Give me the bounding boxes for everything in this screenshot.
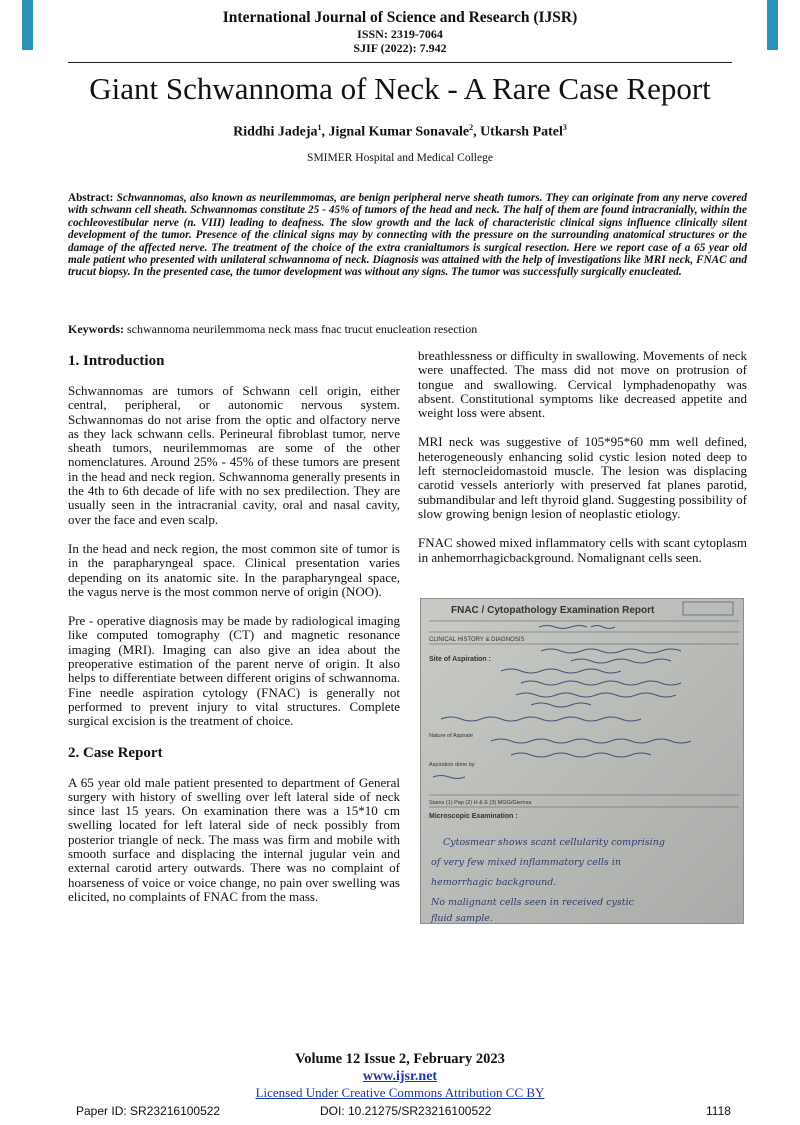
author-name: Riddhi Jadeja [233,124,318,140]
author-separator: , [321,124,329,140]
affiliation: SMIMER Hospital and Medical College [307,152,493,164]
introduction-paragraph: Schwannomas are tumors of Schwann cell origin, either central, peripheral, or autonomic nervous system. Schwannomas do not arise from the optic and olfactory nerve as they lack schwann cells. Perineural fibroblast tumor, nerve sheath tumors, neurilemmomas are some of the other nomenclatures. Around 25% - 45% of these tumors are present in the head and neck region. Schwannoma generally presents in the 4th to 6th decade of life with no sex predilection. They are usually seen in the intracranial cavity, oral and nasal cavity, over the face and even scalp. [68,383,400,527]
author-affiliation-mark: 1 [317,123,322,132]
journal-header [0,9,800,55]
license-link[interactable]: Licensed Under Creative Commons Attribution CC BY [255,1085,545,1100]
paper-title: Giant Schwannoma of Neck - A Rare Case Report [89,71,711,106]
introduction-paragraph: In the head and neck region, the most common site of tumor is in the parapharyngeal space. Clinical presentation varies depending on its anatomic site. In the parapharyngeal space, the vagus nerve is the most common nerve of origin (NOO). [68,540,400,599]
keywords-label: Keywords: [68,322,124,336]
volume-issue: Volume 12 Issue 2, February 2023 [295,1051,505,1067]
journal-name: International Journal of Science and Research (IJSR) [222,9,578,26]
case-report-paragraph: A 65 year old male patient presented to department of General surgery with history of swelling over left lateral side of neck since last 15 years. On examination there was a 15*10 cm swelling located for left lateral side of neck possibly from posterior triangle of neck. The mass was firm and mobile with smooth surface and displacing the internal jugular vein and external carotid artery outwards. There was no complaint of hoarseness of voice or voice change, no pain over swelling was elicited, no complaints of FNAC from the mass. [68,774,400,904]
report-heading: FNAC / Cytopathology Examination Report [451,605,655,616]
keywords-text: schwannoma neurilemmoma neck mass fnac trucut enucleation resection [127,322,478,336]
stains-label: Stains (1) Pap (2) H & E (3) MGG/Giemsa [429,800,532,806]
nature-label: Nature of Aspirate [429,733,474,739]
abstract-text: Schwannomas, also known as neurilemmomas, are benign peripheral nerve sheath tumors. They can originate from any nerve covered with schwann cell sheath. Schwannomas constitute 25 - 45% of tumors of the head and neck. The half of them are found intracranially, within the cochleovestibular nerve (n. VIII) leading to deafness. The slow growth and the lack of characteristic clinical signs influence clinically silent development of the tumor. Presence of the clinical signs may by connecting with the pressure on the surrounding anatomical structures or the damage of the affected nerve. The treatment of the choice of the extra cranialtumors is surgical resection. Here we report case of a 65 year old male patient who presented with unilateral schwannoma of neck. Diagnosis was attained with the help of investigations like MRI neck, FNAC and trucut biopsy. In the presented case, the tumor development was without any signs. The tumor was successfully surgically enucleated. [68,192,747,279]
author-list [0,119,800,142]
left-column [68,352,400,919]
header-divider [68,62,732,63]
case-report-paragraph: breathlessness or difficulty in swallowing. Movements of neck were unaffected. The mass did not move on protrusion of tongue and swallowing. Cervical lymphadenopathy was absent. Constitutional symptoms like decreased appetite and weight loss were absent. [418,348,747,421]
introduction-heading: 1. Introduction [68,353,165,369]
microscopic-label: Microscopic Examination : [429,813,518,820]
case-report-heading: 2. Case Report [68,744,163,761]
footer-meta [0,1104,800,1120]
author-name: Utkarsh Patel [480,124,563,140]
finding-line: fluid sample. [431,913,493,924]
author-affiliation-mark: 2 [469,123,474,132]
history-label: CLINICAL HISTORY & DIAGNOSIS [429,637,525,643]
finding-line: Cytosmear shows scant cellularity comprising [443,837,665,848]
mri-paragraph: MRI neck was suggestive of 105*95*60 mm well defined, heterogeneously enhancing solid cystic lesion noted deep to left sternocleidomastoid muscle. The lesion was displacing carotid vessels anteriorly with preserved fat planes parotid, submandibular and left thyroid gland. Suggesting possibility of slow growing benign lesion of neoplastic etiology. [418,434,747,521]
right-column [418,349,747,580]
journal-website-link[interactable]: www.ijsr.net [362,1069,438,1084]
paper-id: Paper ID: SR23216100522 [76,1104,221,1118]
fnac-paragraph: FNAC showed mixed inflammatory cells with scant cytoplasm in anhemorrhagicbackground. Nomalignant cells seen. [418,535,747,565]
fnac-report-image [421,599,744,924]
done-by-label: Aspiration done by [429,762,475,768]
author-affiliation-mark: 3 [562,123,567,132]
site-label: Site of Aspiration : [429,656,491,663]
author-separator: , [473,124,481,140]
finding-line: hemorrhagic background. [431,877,557,888]
doi: DOI: 10.21275/SR23216100522 [320,1104,492,1118]
journal-sjif: SJIF (2022): 7.942 [353,41,447,55]
fnac-report-photo [420,598,744,924]
finding-line: of very few mixed inflammatory cells in [431,857,621,868]
journal-issn: ISSN: 2319-7064 [357,27,443,41]
introduction-paragraph: Pre - operative diagnosis may be made by radiological imaging like computed tomography (CT) and magnetic resonance imaging (MRI). Imaging can also give an idea about the preoperative estimation of the parent nerve of origin. It also helps to differentiate between different origins of schwannoma. Fine needle aspiration cytology (FNAC) is generally not performed to prevent injury to vital structures. Complete surgical excision is the treatment of choice. [68,613,400,729]
abstract-label: Abstract: [68,192,114,204]
abstract [68,192,747,279]
page-footer [0,1050,800,1101]
page-number: 1118 [706,1104,731,1118]
keywords [68,322,747,336]
author-name: Jignal Kumar Sonavale [328,124,470,140]
finding-line: No malignant cells seen in received cystic [431,897,634,908]
